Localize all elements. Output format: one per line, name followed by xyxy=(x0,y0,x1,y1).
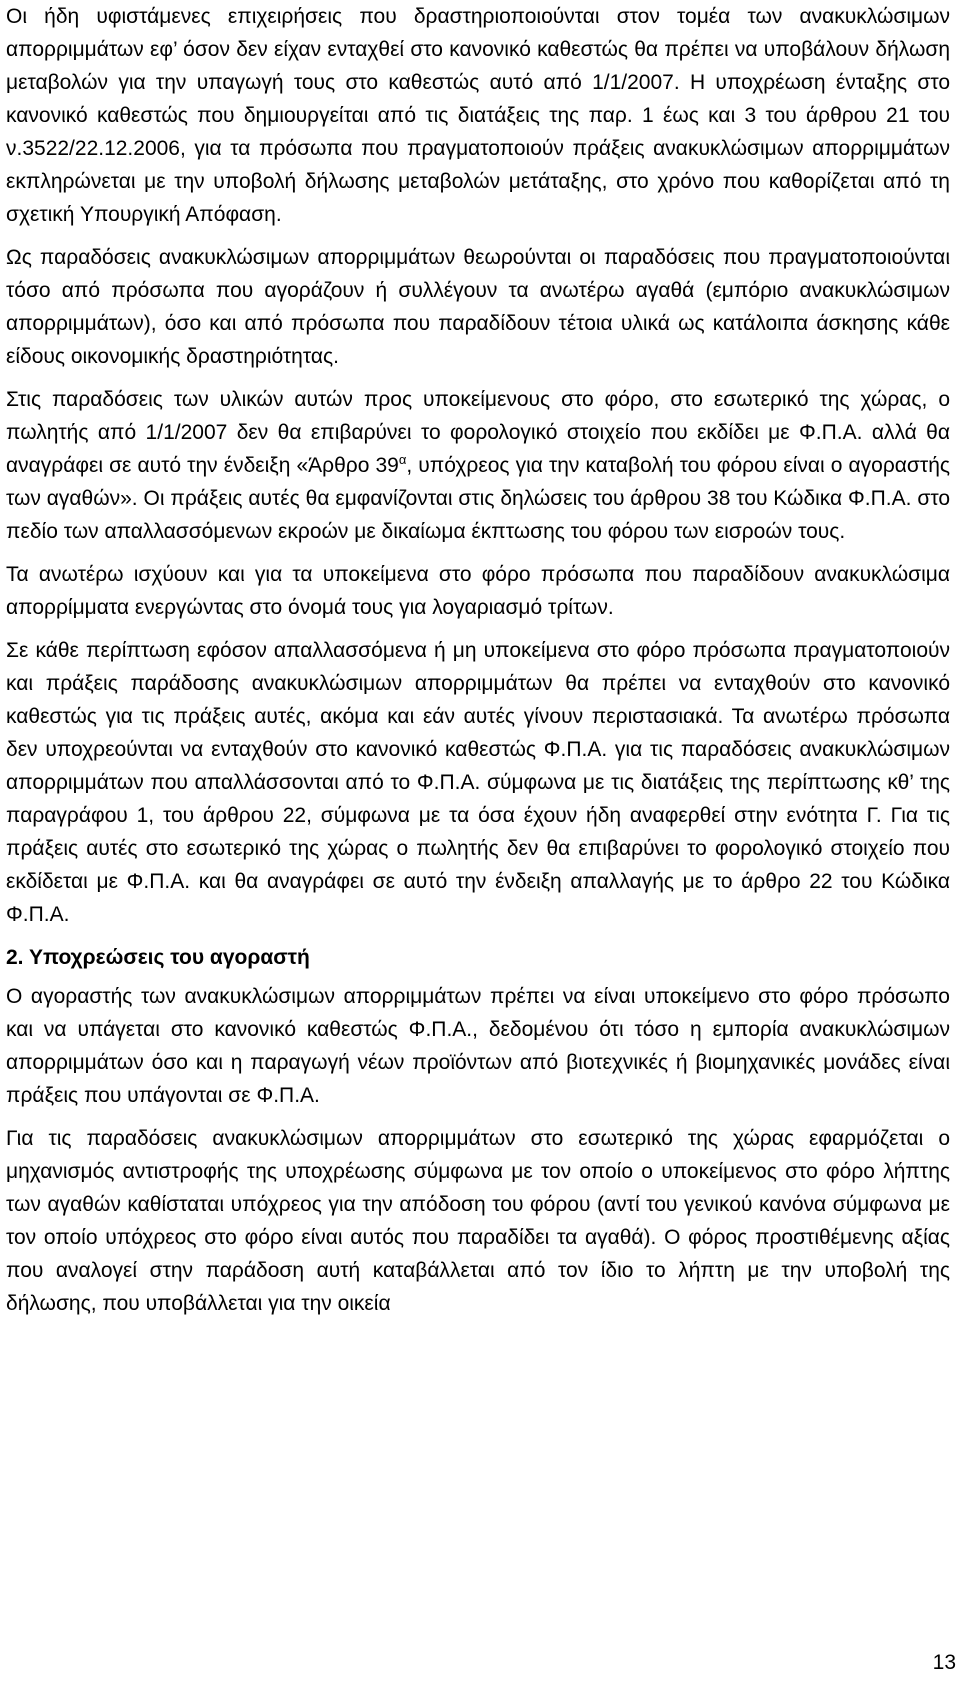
paragraph-domestic-supplies xyxy=(6,383,950,548)
document-page xyxy=(6,0,950,1330)
paragraph-exempt-persons: Σε κάθε περίπτωση εφόσον απαλλασσόμενα ή μη υποκείμενα στο φόρο πρόσωπα πραγματοποιούν και πράξεις παράδοσης ανακυκλώσιμων απορριμμάτων θα πρέπει να ενταχθούν στο κανονικό καθεστώς για τις πράξεις αυτές, ακόμα και εάν αυτές γίνουν περιστασιακά. Τα ανωτέρω πρόσωπα δεν υποχρεούνται να ενταχθούν στο κανονικό καθεστώς Φ.Π.Α. για τις παραδόσεις ανακυκλώσιμων απορριμμάτων που απαλλάσσονται από το Φ.Π.Α. σύμφωνα με τις διατάξεις της περίπτωσης κθ’ της παραγράφου 1, του άρθρου 22, σύμφωνα με τα όσα έχουν ήδη αναφερθεί στην ενότητα Γ. Για τις πράξεις αυτές στο εσωτερικό της χώρας ο πωλητής δεν θα επιβαρύνει το φορολογικό στοιχείο που εκδίδεται με Φ.Π.Α. και θα αναγράφει σε αυτό την ένδειξη απαλλαγής με το άρθρο 22 του Κώδικα Φ.Π.Α. xyxy=(6,639,950,926)
paragraph-recyclable-supplies-definition: Ως παραδόσεις ανακυκλώσιμων απορριμμάτων θεωρούνται οι παραδόσεις που πραγματοποιούνται τόσο από πρόσωπα που αγοράζουν ή συλλέγουν τα ανωτέρω αγαθά (εμπόριο ανακυκλώσιμων απορριμμάτων), όσο και από πρόσωπα που παραδίδουν τέτοια υλικά ως κατάλοιπα άσκησης κάθε είδους οικονομικής δραστηριότητας. xyxy=(6,246,950,368)
paragraph-buyer-taxable: Ο αγοραστής των ανακυκλώσιμων απορριμμάτων πρέπει να είναι υποκείμενο στο φόρο πρόσωπο και να υπάγεται στο κανονικό καθεστώς Φ.Π.Α., δεδομένου ότι τόσο η εμπορία ανακυκλώσιμων απορριμμάτων όσο και η παραγωγή νέων προϊόντων από βιοτεχνικές ή βιομηχανικές μονάδες είναι πράξεις που υπάγονται σε Φ.Π.Α. xyxy=(6,985,950,1107)
paragraph-third-party-account: Τα ανωτέρω ισχύουν και για τα υποκείμενα στο φόρο πρόσωπα που παραδίδουν ανακυκλώσιμα απορρίμματα ενεργώντας στο όνομά τους για λογαριασμό τρίτων. xyxy=(6,563,950,619)
page-number: 13 xyxy=(932,1651,956,1674)
paragraph-reverse-charge: Για τις παραδόσεις ανακυκλώσιμων απορριμμάτων στο εσωτερικό της χώρας εφαρμόζεται ο μηχανισμός αντιστροφής της υποχρέωσης σύμφωνα με τον οποίο ο υποκείμενος στο φόρο λήπτης των αγαθών καθίσταται υπόχρεος για την απόδοση του φόρου (αντί του γενικού κανόνα σύμφωνα με τον οποίο υπόχρεος στο φόρο είναι αυτός που παραδίδει τα αγαθά). Ο φόρος προστιθέμενης αξίας που αναλογεί στην παράδοση αυτή καταβάλλεται από τον ίδιο το λήπτη με την υποβολή της δήλωσης, που υποβάλλεται για την οικεία xyxy=(6,1127,950,1315)
paragraph-domestic-supplies-part1: Στις παραδόσεις των υλικών αυτών προς υποκείμενους στο φόρο, στο εσωτερικό της χώρας, ο πωλητής από 1/1/2007 δεν θα επιβαρύνει το φορολογικό στοιχείο που εκδίδει με Φ.Π.Α. αλλά θα αναγράφει σε αυτό την ένδειξη «Άρθρο 39 xyxy=(6,388,950,477)
paragraph-existing-businesses: Οι ήδη υφιστάμενες επιχειρήσεις που δραστηριοποιούνται στον τομέα των ανακυκλώσιμων απορριμμάτων εφ’ όσον δεν είχαν ενταχθεί στο κανονικό καθεστώς θα πρέπει να υποβάλουν δήλωση μεταβολών για την υπαγωγή τους στο καθεστώς αυτό από 1/1/2007. Η υποχρέωση ένταξης στο κανονικό καθεστώς που δημιουργείται από τις διατάξεις της παρ. 1 έως και 3 του άρθρου 21 του ν.3522/22.12.2006, για τα πρόσωπα που πραγματοποιούν πράξεις ανακυκλώσιμων απορριμμάτων εκπληρώνεται με την υποβολή δήλωσης μεταβολών μετάταξης, στο χρόνο που καθορίζεται από τη σχετική Υπουργική Απόφαση. xyxy=(6,5,950,226)
paragraph-domestic-supplies-part2: , υπόχρεος για την καταβολή του φόρου είναι ο αγοραστής των αγαθών». Οι πράξεις αυτές θα εμφανίζονται στις δηλώσεις του άρθρου 38 του Κώδικα Φ.Π.Α. στο πεδίο των απαλλασσόμενων εκροών με δικαίωμα έκπτωσης του φόρου των εισροών τους. xyxy=(6,454,950,543)
article-superscript: α xyxy=(398,452,407,467)
section-heading-buyer-obligations: 2. Υποχρεώσεις του αγοραστή xyxy=(6,946,310,969)
